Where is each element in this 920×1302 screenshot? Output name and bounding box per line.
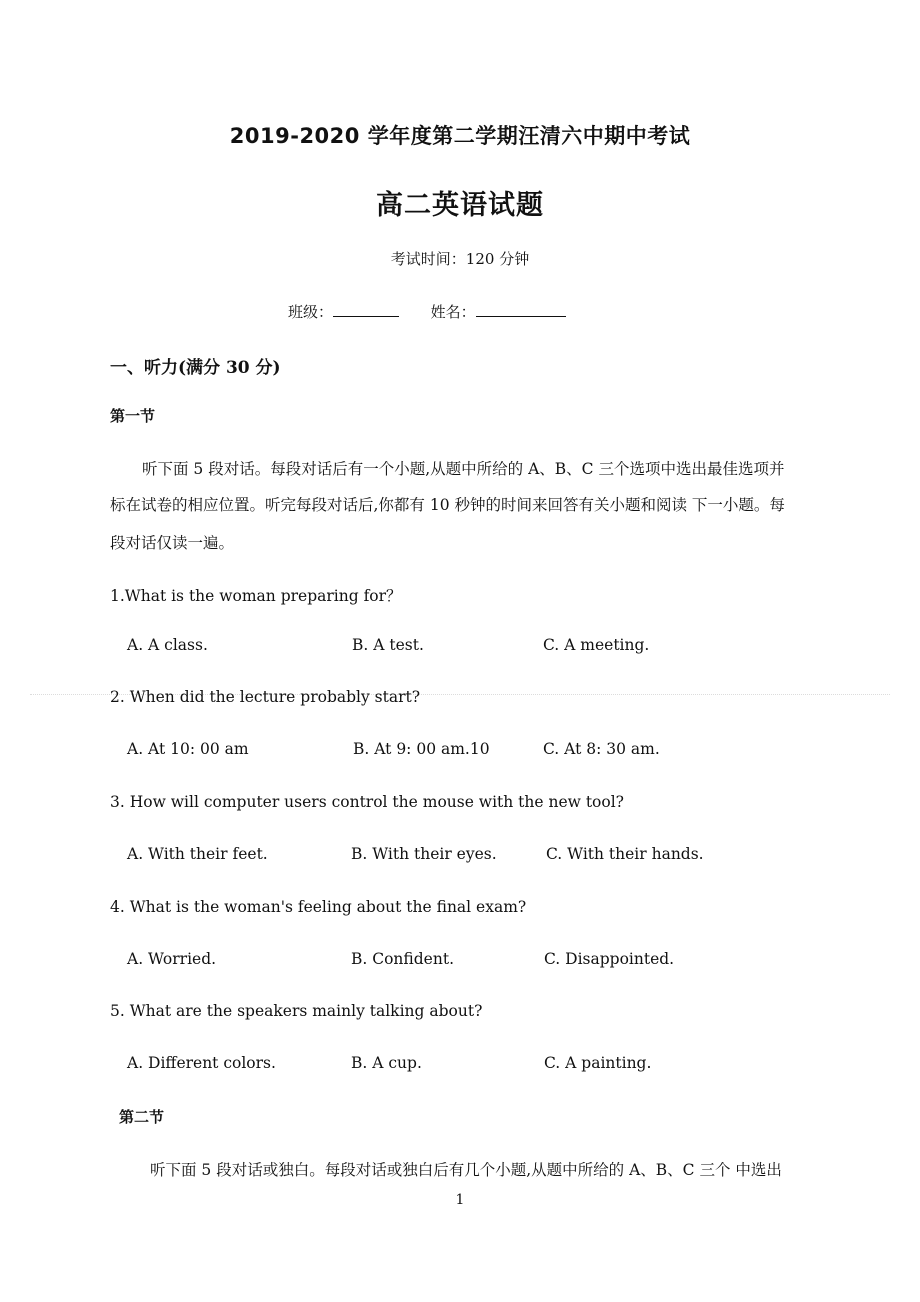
- option-b: B. Confident.: [351, 950, 454, 968]
- class-label: 班级：: [288, 303, 334, 321]
- part1-heading: 第一节: [110, 407, 156, 425]
- option-c: C. A meeting.: [543, 636, 650, 654]
- exam-title: 2019-2020 学年度第二学期汪清六中期中考试: [229, 124, 691, 148]
- class-blank: [333, 300, 399, 317]
- name-label: 姓名：: [430, 303, 476, 321]
- question-4: 4. What is the woman's feeling about the final exam?: [110, 898, 527, 916]
- subject-title: 高二英语试题: [376, 190, 544, 221]
- part2-heading: 第二节: [119, 1108, 165, 1126]
- option-a: A. Worried.: [127, 950, 217, 968]
- part2-instruction-line: 听下面 5 段对话或独白。每段对话或独白后有几个小题,从题中所给的 A、B、C 三个 中选出: [150, 1161, 782, 1179]
- part1-instruction-line: 段对话仅读一遍。: [110, 534, 235, 552]
- option-a: A. At 10: 00 am: [127, 740, 249, 758]
- option-a: A. With their feet.: [127, 845, 268, 863]
- student-info: [288, 300, 566, 322]
- option-b: B. At 9: 00 am.10: [353, 740, 490, 758]
- option-c: C. With their hands.: [546, 845, 704, 863]
- option-c: C. At 8: 30 am.: [543, 740, 660, 758]
- page-number: 1: [455, 1192, 465, 1208]
- option-b: B. A test.: [352, 636, 424, 654]
- question-1: 1.What is the woman preparing for？: [110, 587, 402, 605]
- option-b: B. With their eyes.: [351, 845, 497, 863]
- option-a: A. Different colors.: [127, 1054, 276, 1072]
- option-c: C. A painting.: [544, 1054, 652, 1072]
- question-3: 3. How will computer users control the mouse with the new tool?: [110, 793, 624, 811]
- question-2: 2. When did the lecture probably start?: [110, 688, 421, 706]
- part1-instruction-line: 标在试卷的相应位置。听完每段对话后,你都有 10 秒钟的时间来回答有关小题和阅读 下一小题。每: [110, 496, 785, 514]
- option-b: B. A cup.: [351, 1054, 422, 1072]
- question-5: 5. What are the speakers mainly talking about?: [110, 1002, 483, 1020]
- part1-instruction-line: 听下面 5 段对话。每段对话后有一个小题,从题中所给的 A、B、C 三个选项中选出最佳选项并: [142, 460, 785, 478]
- option-c: C. Disappointed.: [544, 950, 675, 968]
- option-a: A. A class.: [127, 636, 208, 654]
- exam-time: 考试时间：120 分钟: [390, 250, 530, 268]
- name-blank: [476, 300, 566, 317]
- section-heading-listening: 一、听力(满分 30 分): [110, 358, 281, 378]
